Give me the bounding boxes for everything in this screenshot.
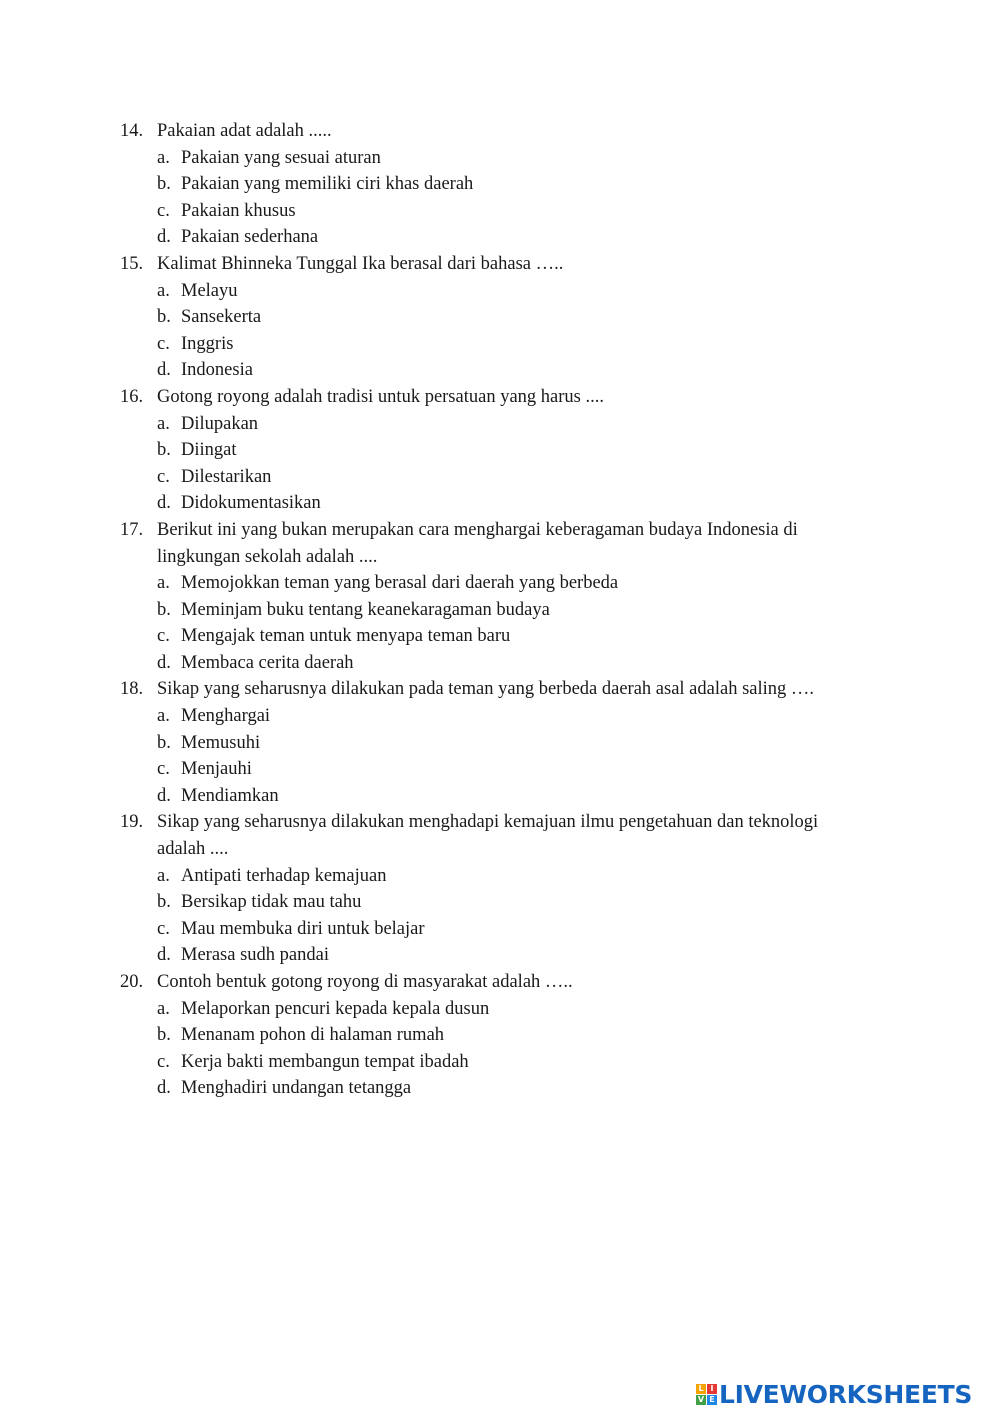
option-letter: a. [157,280,170,301]
option-text: Indonesia [181,360,253,381]
answer-option-b[interactable] [0,171,1000,198]
option-text: Bersikap tidak mau tahu [181,892,362,913]
answer-option-d[interactable] [0,650,1000,677]
option-letter: b. [157,599,171,620]
option-text: Merasa sudh pandai [181,945,329,966]
option-letter: d. [157,227,171,248]
question-text [0,676,1000,703]
question-18 [0,676,1000,809]
question-line: Pakaian adat adalah ..... [157,121,332,141]
answer-option-a[interactable] [0,570,1000,597]
option-text: Antipati terhadap kemajuan [181,865,387,886]
option-letter: b. [157,307,171,328]
option-letter: c. [157,626,170,647]
answer-option-c[interactable] [0,1049,1000,1076]
question-number: 14. [120,121,144,141]
option-text: Dilestarikan [181,466,272,487]
option-text: Melayu [181,280,238,301]
question-line: lingkungan sekolah adalah .... [157,546,378,567]
answer-option-c[interactable] [0,198,1000,225]
option-letter: a. [157,706,170,727]
answer-option-d[interactable] [0,942,1000,969]
question-line: Kalimat Bhinneka Tunggal Ika berasal dari bahasa ….. [157,253,564,274]
option-text: Dilupakan [181,413,259,434]
answer-option-a[interactable] [0,996,1000,1023]
question-17 [0,517,1000,677]
option-letter: c. [157,759,170,780]
option-text: Pakaian yang sesuai aturan [181,147,381,168]
option-letter: a. [157,147,170,168]
answer-option-d[interactable] [0,357,1000,384]
option-text: Menghargai [181,706,271,727]
answer-option-a[interactable] [0,145,1000,172]
option-text: Sansekerta [181,307,262,328]
liveworksheets-logo-icon [696,1384,717,1405]
answer-option-a[interactable] [0,411,1000,438]
option-text: Pakaian yang memiliki ciri khas daerah [181,174,474,195]
option-letter: d. [157,945,171,966]
option-text: Didokumentasikan [181,493,321,514]
logo-tile: L [696,1384,706,1394]
answer-option-d[interactable] [0,224,1000,251]
question-number: 17. [120,519,144,540]
question-line: Sikap yang seharusnya dilakukan pada teman yang berbeda daerah asal adalah saling …. [157,679,815,700]
question-line: Berikut ini yang bukan merupakan cara menghargai keberagaman budaya Indonesia di [157,519,798,540]
option-letter: c. [157,1051,170,1072]
option-text: Mau membuka diri untuk belajar [181,918,425,939]
option-text: Inggris [181,333,234,354]
question-number: 16. [120,386,144,407]
question-number: 15. [120,253,144,274]
option-letter: a. [157,413,170,434]
option-letter: a. [157,998,170,1019]
option-letter: c. [157,200,170,221]
question-text [0,251,1000,278]
option-text: Kerja bakti membangun tempat ibadah [181,1051,469,1072]
option-text: Diingat [181,440,237,461]
question-number: 19. [120,812,144,833]
answer-option-b[interactable] [0,1022,1000,1049]
option-letter: c. [157,466,170,487]
question-14 [0,118,1000,251]
question-line: Contoh bentuk gotong royong di masyarakat adalah ….. [157,972,573,992]
question-text [0,517,1000,544]
option-text: Meminjam buku tentang keanekaragaman budaya [181,599,550,620]
option-text: Menghadiri undangan tetangga [181,1078,412,1099]
answer-option-c[interactable] [0,464,1000,491]
question-20 [0,969,1000,1102]
option-text: Pakaian khusus [181,200,296,221]
worksheet [0,118,1000,1102]
question-line: Gotong royong adalah tradisi untuk persatuan yang harus .... [157,386,604,407]
question-text [0,384,1000,411]
option-letter: d. [157,652,171,673]
answer-option-a[interactable] [0,863,1000,890]
answer-option-d[interactable] [0,490,1000,517]
option-letter: b. [157,440,171,461]
answer-option-b[interactable] [0,597,1000,624]
answer-option-c[interactable] [0,331,1000,358]
logo-tile: I [707,1384,717,1394]
option-letter: b. [157,174,171,195]
answer-option-a[interactable] [0,703,1000,730]
option-text: Menanam pohon di halaman rumah [181,1025,445,1046]
option-letter: d. [157,493,171,514]
option-letter: c. [157,918,170,939]
answer-option-b[interactable] [0,304,1000,331]
option-text: Menjauhi [181,759,252,780]
question-line: adalah .... [157,839,229,860]
option-letter: d. [157,1078,171,1099]
question-text [0,969,1000,996]
option-letter: d. [157,360,171,381]
question-text [0,544,1000,571]
answer-option-b[interactable] [0,889,1000,916]
liveworksheets-brand-text: LIVEWORKSHEETS [719,1379,973,1409]
answer-option-b[interactable] [0,730,1000,757]
option-text: Mendiamkan [181,785,279,806]
option-text: Mengajak teman untuk menyapa teman baru [181,626,511,647]
option-text: Membaca cerita daerah [181,652,354,673]
answer-option-d[interactable] [0,783,1000,810]
question-number: 18. [120,679,144,700]
question-line: Sikap yang seharusnya dilakukan menghadapi kemajuan ilmu pengetahuan dan teknologi [157,812,819,833]
answer-option-a[interactable] [0,278,1000,305]
option-letter: d. [157,785,171,806]
answer-option-d[interactable] [0,1075,1000,1102]
answer-option-b[interactable] [0,437,1000,464]
answer-option-c[interactable] [0,916,1000,943]
option-letter: b. [157,1025,171,1046]
option-letter: c. [157,333,170,354]
answer-option-c[interactable] [0,623,1000,650]
question-16 [0,384,1000,517]
question-text [0,118,1000,145]
question-text [0,836,1000,863]
option-text: Memojokkan teman yang berasal dari daerah yang berbeda [181,573,619,594]
liveworksheets-logo [696,1378,972,1410]
option-letter: a. [157,573,170,594]
option-text: Memusuhi [181,732,261,753]
option-text: Pakaian sederhana [181,227,319,248]
question-19 [0,809,1000,969]
option-letter: b. [157,732,171,753]
question-15 [0,251,1000,384]
logo-tile: V [697,1394,705,1404]
logo-tile: E [707,1395,717,1405]
question-number: 20. [120,972,144,992]
option-letter: a. [157,865,170,886]
option-text: Melaporkan pencuri kepada kepala dusun [181,998,490,1019]
question-text [0,809,1000,836]
option-letter: b. [157,892,171,913]
answer-option-c[interactable] [0,756,1000,783]
